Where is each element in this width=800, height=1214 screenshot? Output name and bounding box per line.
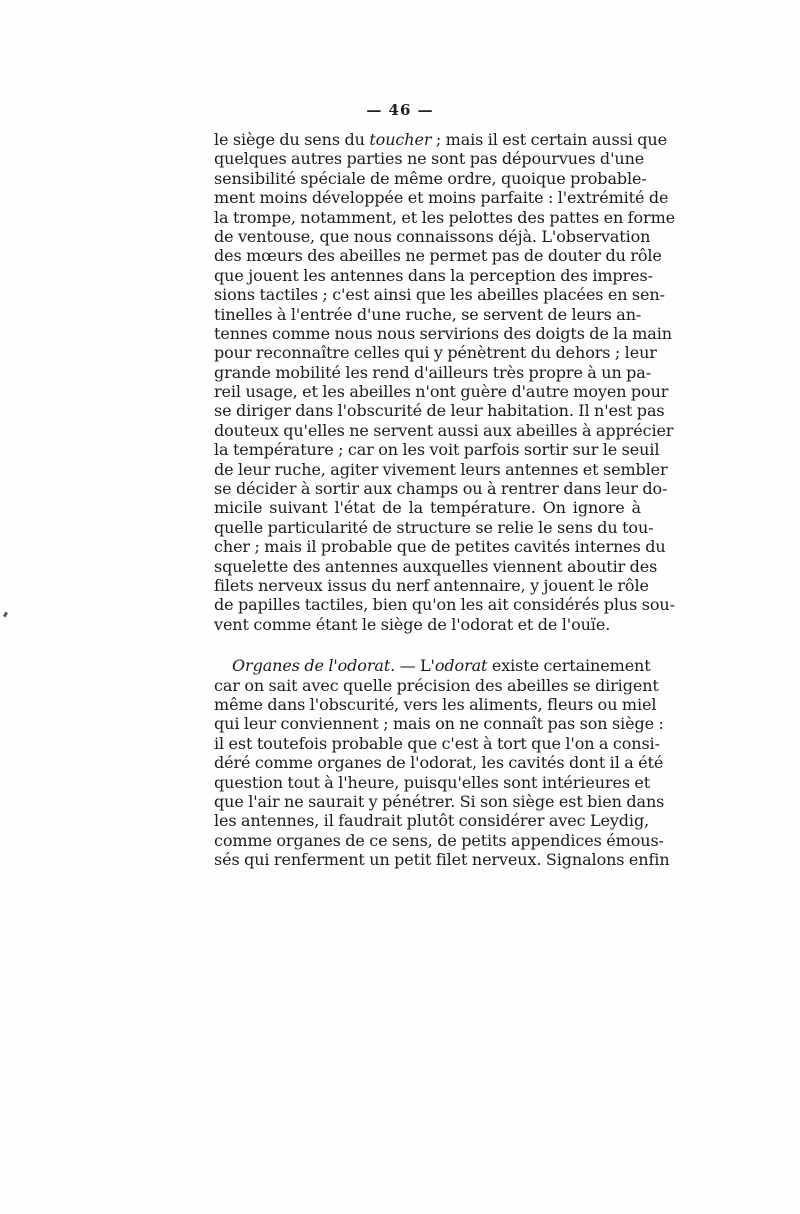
text-run: sés qui renferment un petit filet nerveux. Signalons enfin (214, 850, 670, 870)
text-line (214, 517, 654, 537)
text-run: grande mobilité les rend d'ailleurs très propre à un pa- (214, 362, 652, 382)
text-run: question tout à l'heure, puisqu'elles sont intérieures et (214, 772, 651, 792)
text-run: sions tactiles ; c'est ainsi que les abeilles placées en sen- (214, 285, 665, 305)
text-run: se décider à sortir aux champs ou à rentrer dans leur do- (214, 479, 668, 499)
text-run: de ventouse, que nous connaissons déjà. L'observation (214, 226, 651, 246)
page-number: — 46 — (366, 101, 434, 119)
text-run: quelle particularité de structure se relie le sens du tou- (214, 517, 654, 537)
text-run: les antennes, il faudrait plutôt considérer avec Leydig, (214, 811, 650, 831)
text-run: la trompe, notamment, et les pelottes des pattes en forme (214, 207, 676, 227)
text-run: sensibilité spéciale de même ordre, quoique probable- (214, 168, 647, 188)
text-line (214, 479, 668, 499)
text-run: squelette des antennes auxquelles viennent aboutir des (214, 556, 658, 576)
text-line (214, 595, 675, 615)
paragraph-smell (214, 656, 670, 870)
text-line (214, 440, 660, 460)
text-line (214, 714, 664, 734)
text-run: des mœurs des abeilles ne permet pas de douter du rôle (214, 246, 662, 266)
text-line (214, 675, 659, 695)
text-line (214, 575, 649, 595)
text-line (214, 850, 670, 870)
text-run: existe certainement (487, 656, 651, 676)
text-line (214, 459, 668, 479)
text-run: qui leur conviennent ; mais on ne connaît pas son siège : (214, 714, 664, 734)
text-run: comme organes de ce sens, de petits appendices émous- (214, 830, 664, 850)
text-run: cher ; mais il probable que de petites cavités internes du (214, 537, 666, 557)
text-line (214, 343, 657, 363)
text-line (214, 285, 665, 305)
text-line (214, 130, 667, 149)
text-line (214, 323, 672, 343)
text-run: de leur ruche, agiter vivement leurs antennes et sembler (214, 459, 668, 479)
italic-run: Organes de l'odorat. (232, 656, 396, 676)
text-run: de papilles tactiles, bien qu'on les ait considérés plus sou- (214, 595, 675, 615)
text-run: car on sait avec quelle précision des abeilles se dirigent (214, 675, 659, 695)
text-line (214, 615, 641, 634)
text-run: reil usage, et les abeilles n'ont guère d'autre moyen pour (214, 382, 669, 402)
text-line (214, 656, 651, 676)
text-line (214, 772, 651, 792)
text-line (214, 226, 651, 246)
text-run: vent comme étant le siège de l'odorat et de l'ouïe. (214, 614, 611, 634)
text-run: ; mais il est certain aussi que (431, 130, 667, 149)
text-line (214, 420, 674, 440)
text-line (214, 556, 658, 576)
text-run: tinelles à l'entrée d'une ruche, se servent de leurs an- (214, 304, 642, 324)
text-line (214, 811, 650, 831)
text-line (214, 207, 676, 227)
text-run: — L' (395, 656, 435, 676)
text-run: il est toutefois probable que c'est à tort que l'on a consi- (214, 733, 660, 753)
paragraph-gap (214, 634, 641, 656)
text-run: tennes comme nous nous servirions des doigts de la main (214, 323, 672, 343)
text-line (214, 305, 641, 324)
text-run: ment moins développée et moins parfaite : l'extrémité de (214, 188, 669, 208)
text-run: que jouent les antennes dans la perception des impres- (214, 265, 653, 285)
text-run: la température ; car on les voit parfois sortir sur le seuil (214, 440, 660, 460)
text-line (214, 753, 664, 773)
text-line (214, 498, 641, 517)
text-line (214, 168, 647, 188)
text-line (214, 694, 657, 714)
text-run: quelques autres parties ne sont pas dépourvues d'une (214, 149, 645, 169)
text-run: micile suivant l'état de la température. On ignore à (214, 498, 641, 518)
text-line (214, 362, 652, 382)
text-line (214, 188, 669, 208)
text-line (214, 537, 666, 557)
text-line (214, 791, 665, 811)
text-line (214, 246, 662, 266)
text-run: même dans l'obscurité, vers les aliments, fleurs ou miel (214, 694, 657, 714)
text-run: se diriger dans l'obscurité de leur habitation. Il n'est pas (214, 401, 665, 421)
text-run: le siège du sens du (214, 130, 370, 149)
text-line (214, 401, 665, 421)
text-run: filets nerveux issus du nerf antennaire, y jouent le rôle (214, 575, 649, 595)
body-text (214, 130, 676, 870)
text-run: que l'air ne saurait y pénétrer. Si son siège est bien dans (214, 791, 665, 811)
italic-run: odorat (434, 656, 488, 676)
text-line (214, 149, 645, 169)
text-line (214, 830, 664, 850)
margin-speck (3, 612, 8, 618)
text-line (214, 733, 660, 753)
text-line (214, 265, 653, 285)
paragraph-touch (214, 130, 676, 634)
text-run: déré comme organes de l'odorat, les cavités dont il a été (214, 753, 664, 773)
text-line (214, 382, 669, 402)
italic-run: toucher (369, 130, 432, 149)
text-run: pour reconnaître celles qui y pénètrent du dehors ; leur (214, 343, 657, 363)
text-run: douteux qu'elles ne servent aussi aux abeilles à apprécier (214, 420, 674, 440)
